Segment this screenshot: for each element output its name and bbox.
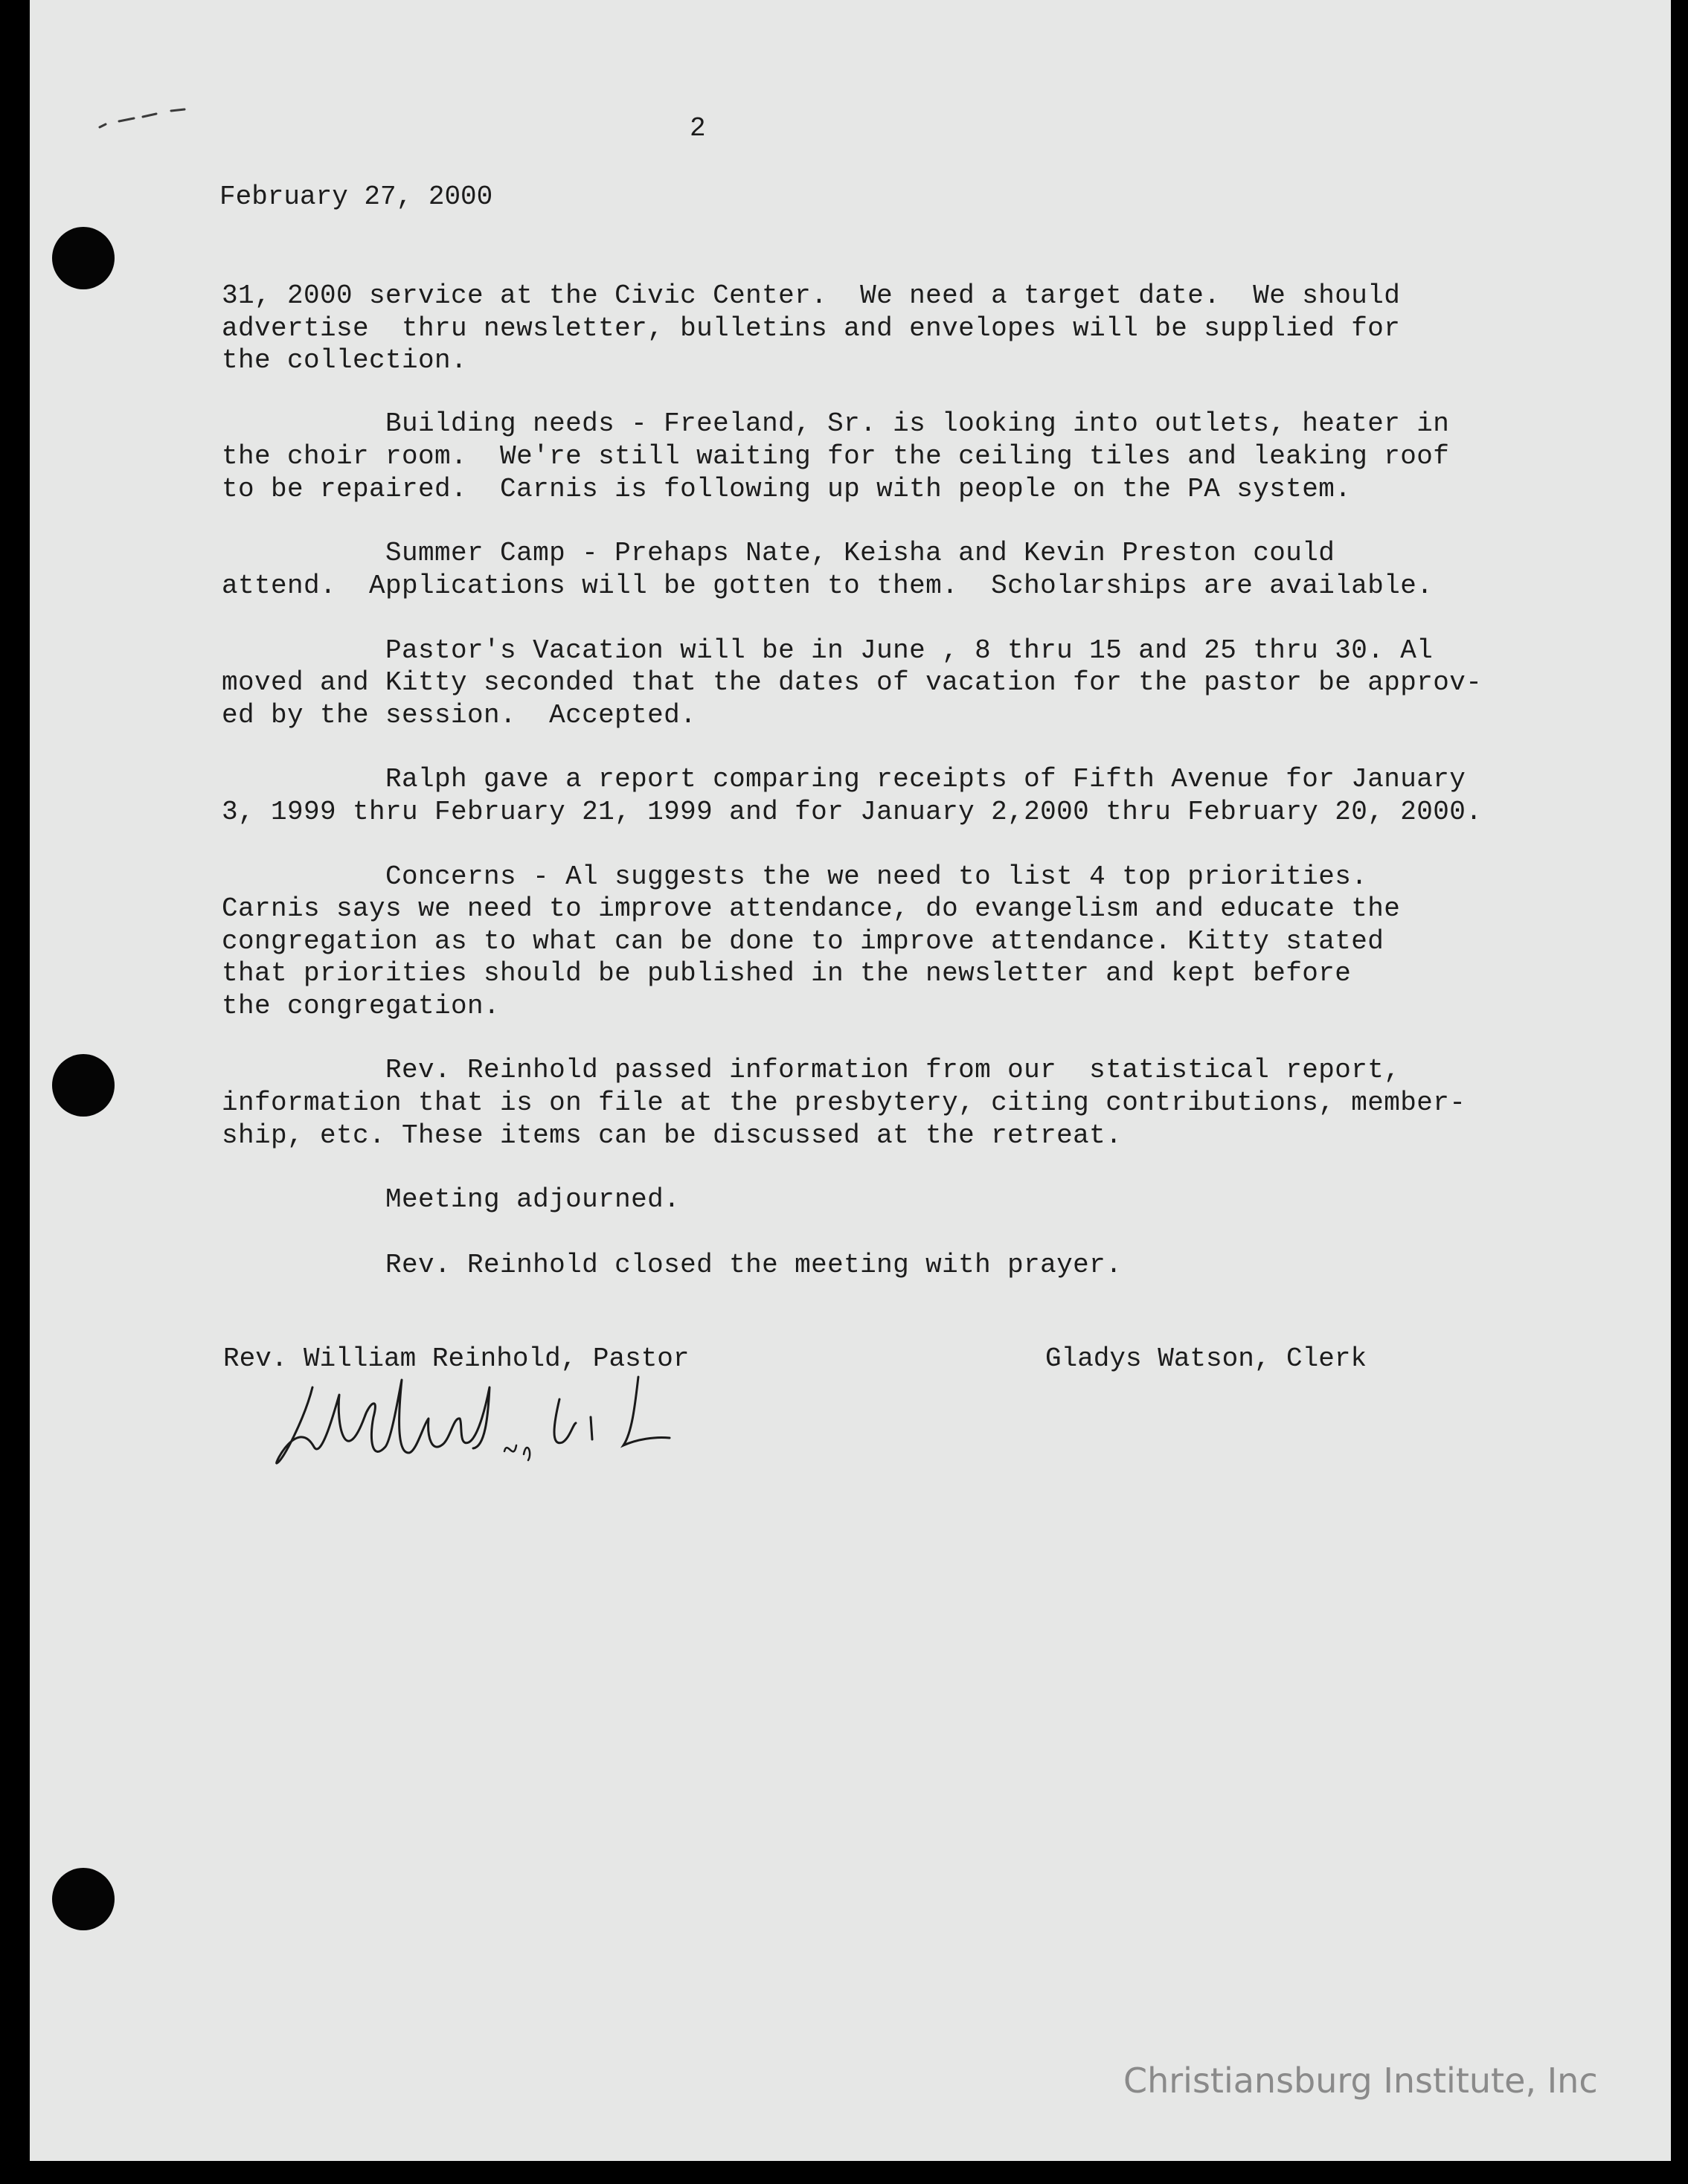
body-line: moved and Kitty seconded that the dates of vacation for the pastor be approv- — [222, 667, 1483, 698]
letter-date: February 27, 2000 — [219, 182, 493, 212]
body-line: that priorities should be published in the newsletter and kept before — [222, 958, 1352, 989]
handwritten-signature — [268, 1365, 684, 1484]
body-line: the collection. — [222, 345, 468, 376]
body-line: to be repaired. Carnis is following up with people on the PA system. — [222, 474, 1352, 504]
punch-hole-bottom — [52, 1868, 115, 1930]
clerk-signature-line: Gladys Watson, Clerk — [1045, 1343, 1367, 1374]
body-line: 3, 1999 thru February 21, 1999 and for January 2,2000 thru February 20, 2000. — [222, 797, 1483, 827]
archive-watermark: Christiansburg Institute, Inc — [1123, 2061, 1598, 2101]
punch-hole-middle — [52, 1054, 115, 1117]
body-line: Carnis says we need to improve attendance, do evangelism and educate the — [222, 893, 1401, 924]
body-line: Summer Camp - Prehaps Nate, Keisha and Kevin Preston could — [222, 538, 1335, 568]
ink-smudge — [97, 108, 193, 130]
body-line: Ralph gave a report comparing receipts of Fifth Avenue for January — [222, 764, 1466, 794]
page-number: 2 — [690, 113, 706, 144]
body-line: Building needs - Freeland, Sr. is looking into outlets, heater in — [222, 408, 1450, 439]
punch-hole-top — [52, 227, 115, 289]
body-line: Meeting adjourned. — [222, 1184, 681, 1215]
body-line: the congregation. — [222, 991, 501, 1021]
body-line: attend. Applications will be gotten to them. Scholarships are available. — [222, 571, 1434, 601]
body-line: congregation as to what can be done to improve attendance. Kitty stated — [222, 926, 1384, 957]
body-line: ship, etc. These items can be discussed at the retreat. — [222, 1120, 1123, 1151]
body-line: Rev. Reinhold passed information from our statistical report, — [222, 1055, 1401, 1085]
body-line: ed by the session. Accepted. — [222, 700, 697, 730]
body-line: advertise thru newsletter, bulletins and envelopes will be supplied for — [222, 313, 1401, 344]
pastor-signature-line: Rev. William Reinhold, Pastor — [223, 1343, 690, 1374]
body-line: information that is on file at the presbytery, citing contributions, member- — [222, 1088, 1466, 1118]
body-line: Rev. Reinhold closed the meeting with prayer. — [222, 1250, 1123, 1280]
body-line: Pastor's Vacation will be in June , 8 thru 15 and 25 thru 30. Al — [222, 635, 1434, 666]
body-line: Concerns - Al suggests the we need to list 4 top priorities. — [222, 861, 1368, 892]
body-line: 31, 2000 service at the Civic Center. We need a target date. We should — [222, 280, 1401, 311]
body-line: the choir room. We're still waiting for the ceiling tiles and leaking roof — [222, 441, 1450, 472]
